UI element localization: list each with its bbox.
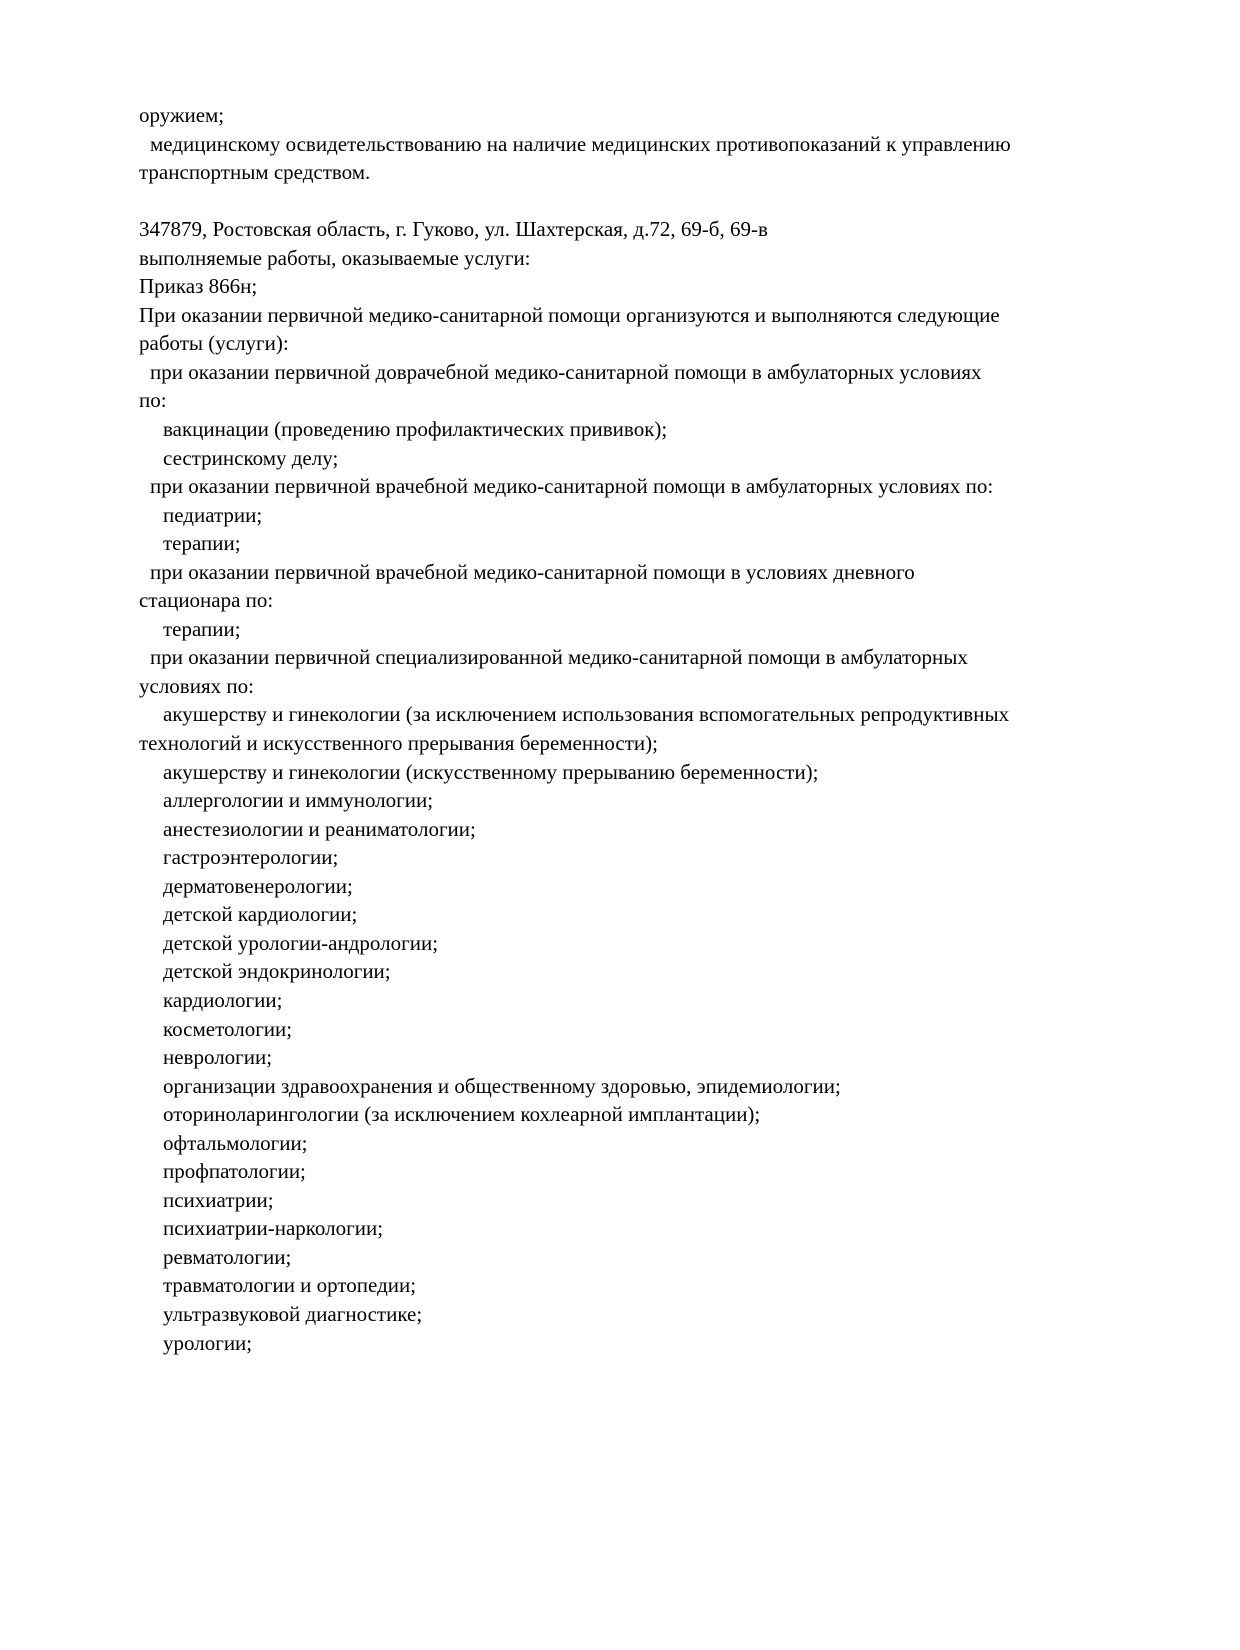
text-line: выполняемые работы, оказываемые услуги: bbox=[139, 245, 531, 270]
section-line: медицинскому освидетельствованию на наличие медицинских противопоказаний к управлению bbox=[150, 131, 1011, 156]
list-item: детской кардиологии; bbox=[163, 902, 358, 927]
document-body bbox=[139, 101, 1129, 1357]
list-item: травматологии и ортопедии; bbox=[163, 1273, 417, 1298]
list-item: урологии; bbox=[163, 1330, 253, 1355]
list-item: анестезиологии и реаниматологии; bbox=[163, 816, 476, 841]
text-line: оружием; bbox=[139, 103, 225, 127]
section-line: при оказании первичной врачебной медико-санитарной помощи в условиях дневного bbox=[150, 559, 915, 584]
list-item: ультразвуковой диагностике; bbox=[163, 1301, 423, 1326]
section-line: при оказании первичной доврачебной медико-санитарной помощи в амбулаторных условиях bbox=[150, 359, 982, 384]
list-item: вакцинации (проведению профилактических прививок); bbox=[163, 417, 668, 442]
list-item: терапии; bbox=[163, 531, 241, 556]
blank-line bbox=[139, 187, 1129, 216]
list-item: оториноларингологии (за исключением кохлеарной имплантации); bbox=[163, 1102, 761, 1127]
list-item: неврологии; bbox=[163, 1045, 273, 1070]
text-line: работы (услуги): bbox=[139, 331, 289, 356]
text-line: технологий и искусственного прерывания беременности); bbox=[139, 731, 658, 756]
list-item: аллергологии и иммунологии; bbox=[163, 788, 434, 813]
list-item: детской урологии-андрологии; bbox=[163, 930, 439, 955]
list-item: психиатрии-наркологии; bbox=[163, 1216, 384, 1241]
text-line: стационара по: bbox=[139, 588, 274, 613]
list-item: сестринскому делу; bbox=[163, 445, 339, 470]
list-item: акушерству и гинекологии (за исключением использования вспомогательных репродуктивных bbox=[163, 702, 1010, 727]
list-item: организации здравоохранения и общественному здоровью, эпидемиологии; bbox=[163, 1073, 841, 1098]
text-line: по: bbox=[139, 388, 167, 413]
list-item: дерматовенерологии; bbox=[163, 873, 353, 898]
text-line: 347879, Ростовская область, г. Гуково, ул. Шахтерская, д.72, 69-б, 69-в bbox=[139, 217, 768, 242]
list-item: офтальмологии; bbox=[163, 1130, 308, 1155]
text-line: При оказании первичной медико-санитарной помощи организуются и выполняются следующие bbox=[139, 302, 1000, 327]
list-item: ревматологии; bbox=[163, 1244, 292, 1269]
list-item: терапии; bbox=[163, 616, 241, 641]
list-item: педиатрии; bbox=[163, 502, 263, 527]
list-item: детской эндокринологии; bbox=[163, 959, 391, 984]
text-line: Приказ 866н; bbox=[139, 274, 258, 299]
list-item: профпатологии; bbox=[163, 1159, 306, 1184]
list-item: гастроэнтерологии; bbox=[163, 845, 339, 870]
list-item: психиатрии; bbox=[163, 1187, 274, 1212]
section-line: при оказании первичной специализированной медико-санитарной помощи в амбулаторных bbox=[150, 645, 968, 670]
text-line: транспортным средством. bbox=[139, 160, 371, 185]
section-line: при оказании первичной врачебной медико-санитарной помощи в амбулаторных условиях по: bbox=[150, 474, 994, 499]
text-line: условиях по: bbox=[139, 673, 254, 698]
list-item: косметологии; bbox=[163, 1016, 293, 1041]
list-item: акушерству и гинекологии (искусственному прерыванию беременности); bbox=[163, 759, 819, 784]
list-item: кардиологии; bbox=[163, 987, 283, 1012]
